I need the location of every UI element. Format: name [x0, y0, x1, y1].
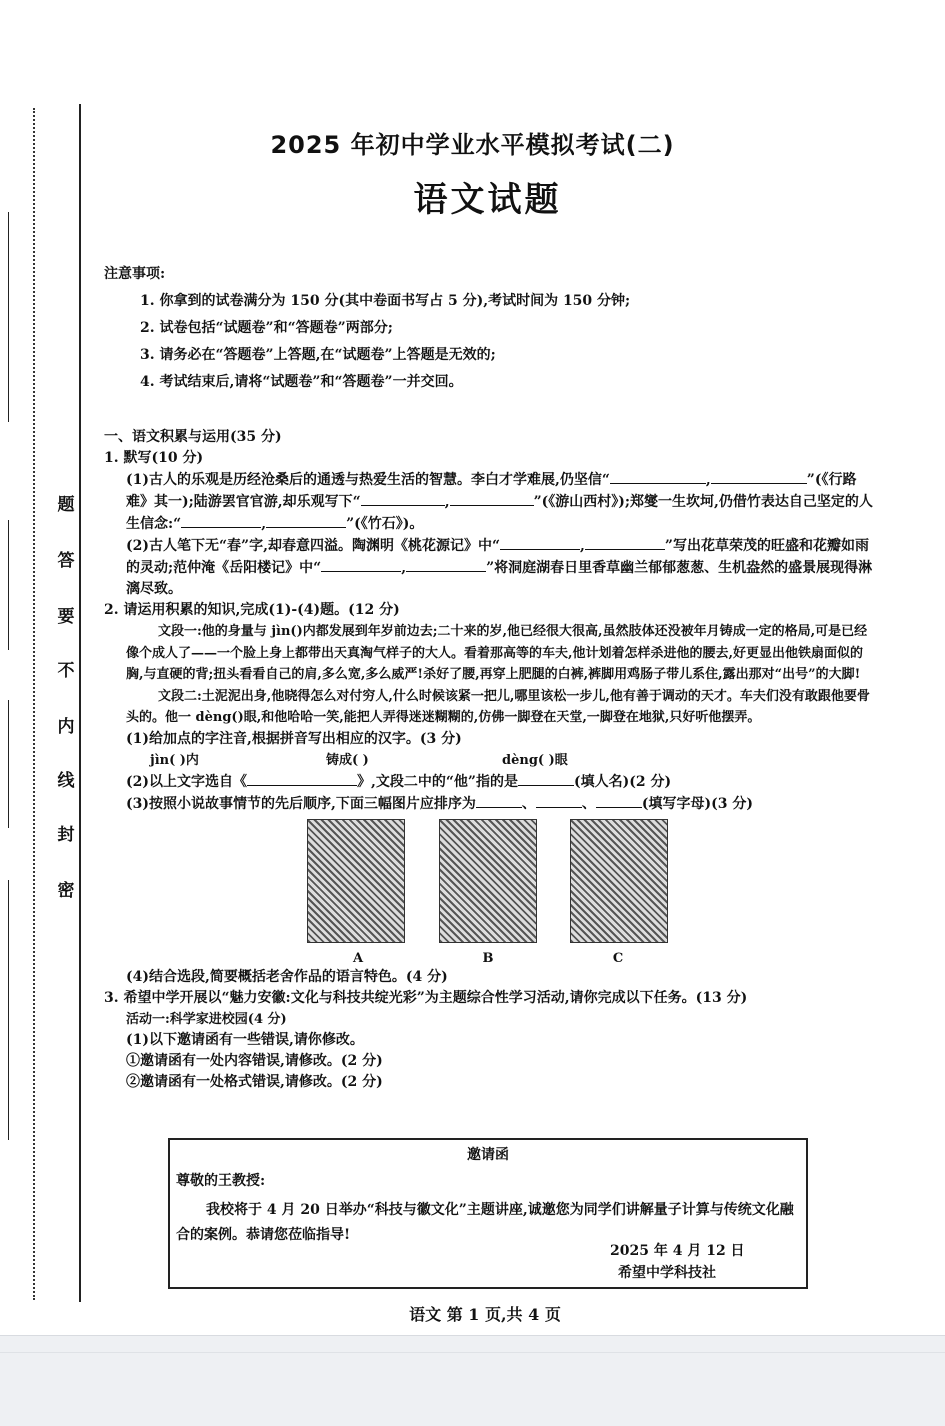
question-2-sub-3: (3)按照小说故事情节的先后顺序,下面三幅图片应排序为 、 、 (填写字母)(3 分): [104, 793, 874, 815]
seal-char: 密: [57, 881, 75, 901]
side-blank-line: [8, 880, 9, 1140]
notice-item: 2. 试卷包括“试题卷”和“答题卷”两部分;: [140, 320, 393, 336]
exam-title: 2025 年初中学业水平模拟考试(二): [270, 131, 675, 159]
question-3-title: 3. 希望中学开展以“魅力安徽:文化与科技共绽光彩”为主题综合性学习活动,请你完成以下任务。(13 分): [104, 989, 748, 1006]
text: (填写字母)(3 分): [641, 795, 753, 812]
question-2-sub-4: (4)结合选段,简要概括老舍作品的语言特色。(4 分): [126, 968, 448, 985]
answer-blank[interactable]: [361, 491, 445, 506]
question-2-sub-1: (1)给加点的字注音,根据拼音写出相应的汉字。(3 分): [126, 730, 462, 747]
text: (2)古人笔下无“春”字,却春意四溢。陶渊明《桃花源记》中“: [126, 538, 501, 554]
passage-1: [104, 621, 874, 686]
answer-blank[interactable]: [247, 771, 357, 786]
answer-blank[interactable]: [500, 535, 580, 550]
answer-blank[interactable]: [610, 469, 706, 484]
story-pictures: [104, 819, 874, 974]
passage-2: [104, 686, 874, 729]
viewer-bottom-area: [0, 1335, 945, 1426]
question-1-part-1: (1)古人的乐观是历经沧桑后的通透与热爱生活的智慧。李白才学难展,仍坚信“ , ”(《行路难》其一);陆游罢官官游,却乐观写下“ , ”(《游山西村》);郑燮一生坎坷,仍借竹表达自己坚定的人生信念:“ , ”(《竹石》)。: [104, 469, 874, 535]
notice-item: 1. 你拿到的试卷满分为 150 分(其中卷面书写占 5 分),考试时间为 150 分钟;: [140, 293, 631, 309]
notice-heading: 注意事项:: [104, 266, 166, 282]
pinyin-row: [104, 750, 874, 771]
section-title: 一、语文积累与运用(35 分): [104, 429, 282, 445]
activity-1: 活动一:科学家进校园(4 分): [126, 1011, 287, 1027]
notice-item: 3. 请务必在“答题卷”上答题,在“试题卷”上答题是无效的;: [140, 347, 496, 363]
seal-char: 封: [57, 825, 75, 845]
picture-a-camel-puller: [307, 819, 405, 943]
invitation-letter: [168, 1138, 808, 1289]
answer-blank[interactable]: [585, 535, 665, 550]
side-blank-line: [8, 212, 9, 422]
answer-blank[interactable]: [518, 771, 574, 786]
letter-signature: 希望中学科技社: [618, 1265, 716, 1281]
page-footer: 语文 第 1 页,共 4 页: [409, 1305, 561, 1324]
text: ”(《游山西村》);郑燮一生坎坷,仍借竹表达自己坚定的人生信念:“: [126, 494, 873, 532]
question-3-error-2: ②邀请函有一处格式错误,请修改。(2 分): [126, 1073, 383, 1090]
picture-label: A: [352, 950, 364, 966]
question-1-part-2: (2)古人笔下无“春”字,却春意四溢。陶渊明《桃花源记》中“ , ”写出花草荣茂的旺盛和花瓣如雨的灵动;范仲淹《岳阳楼记》中“ , ”将洞庭湖春日里香草幽兰郁郁葱葱、生机盎然的盛景展现得淋漓尽致。: [104, 535, 874, 600]
answer-blank[interactable]: [266, 513, 346, 528]
pinyin-item: jìn( )内: [150, 752, 199, 768]
seal-char: 线: [57, 771, 75, 791]
side-blank-line: [8, 700, 9, 828]
exam-content: [104, 264, 874, 1093]
text: 文段二:土泥泥出身,他晓得怎么对付穷人,什么时候该紧一把儿,哪里该松一步儿,他有善于调动的天才。车夫们没有敢跟他要骨头的。他一 dèng(: [126, 688, 870, 725]
text: ”(《竹石》)。: [346, 516, 424, 532]
text: ”写出花草荣茂的旺盛和花瓣如雨的灵动;范仲淹《岳阳楼记》中“: [126, 538, 869, 576]
letter-greeting: 尊敬的王教授:: [176, 1173, 266, 1189]
seal-char: 不: [57, 661, 75, 681]
seal-char: 题: [57, 495, 75, 515]
cut-dotted-line: [33, 108, 35, 1300]
question-3-error-1: ①邀请函有一处内容错误,请修改。(2 分): [126, 1052, 383, 1069]
viewer-divider: [0, 1352, 945, 1353]
text: (1)古人的乐观是历经沧桑后的通透与热爱生活的智慧。李白才学难展,仍坚信“: [126, 472, 610, 488]
picture-label: C: [612, 950, 624, 966]
answer-blank[interactable]: [450, 491, 534, 506]
text: )眼,和他哈哈一笑,能把人弄得迷迷糊糊的,仿佛一脚登在天堂,一脚登在地狱,只好听他摆弄。: [237, 710, 761, 725]
text: (2)以上文字选自《: [126, 773, 247, 790]
answer-blank[interactable]: [321, 557, 401, 572]
question-3-sub-1: (1)以下邀请函有一些错误,请你修改。: [126, 1031, 364, 1048]
answer-blank[interactable]: [181, 513, 261, 528]
answer-blank[interactable]: [711, 469, 807, 484]
picture-label: B: [482, 950, 494, 966]
answer-blank[interactable]: [596, 793, 642, 808]
picture-c-group-scene: [570, 819, 668, 943]
question-2-sub-2: [104, 771, 874, 793]
text: (填人名)(2 分): [573, 773, 672, 790]
letter-title: 邀请函: [467, 1147, 509, 1163]
answer-blank[interactable]: [406, 557, 486, 572]
pinyin-item: dèng( )眼: [502, 752, 568, 768]
answer-blank[interactable]: [476, 793, 522, 808]
text: ”(《行路难》其一);陆游罢官官游,却乐观写下“: [126, 472, 857, 510]
answer-blank[interactable]: [536, 793, 582, 808]
text: 》,文段二中的“他”指的是: [357, 773, 518, 790]
question-2-title: 2. 请运用积累的知识,完成(1)-(4)题。(12 分): [104, 602, 400, 618]
letter-body: 我校将于 4 月 20 日举办“科技与徽文化”主题讲座,诚邀您为同学们讲解量子计算与传统文化融合的案例。恭请您莅临指导!: [176, 1202, 794, 1243]
subject-title: 语文试题: [413, 180, 562, 220]
seal-solid-line: [79, 104, 81, 1302]
letter-date: 2025 年 4 月 12 日: [610, 1243, 745, 1259]
text: (3)按照小说故事情节的先后顺序,下面三幅图片应排序为: [126, 795, 476, 812]
seal-char: 答: [57, 551, 75, 571]
notice-item: 4. 考试结束后,请将“试题卷”和“答题卷”一并交回。: [140, 374, 463, 390]
picture-b-rickshaw-man: [439, 819, 537, 943]
pinyin-item: 铸成( ): [326, 752, 369, 768]
text: ”将洞庭湖春日里香草幽兰郁郁葱葱、生机盎然的盛景展现得淋漓尽致。: [126, 560, 873, 597]
text: )内都发展到年岁前边去;二十来的岁,他已经很大很高,虽然肢体还没被年月铸成一定的格局,可是已经像个成人了——一个脸上身上都带出天真淘气样子的大人。看着那高等的车夫,他计划着怎样杀进他的腰去,好更显出他铁扇面似的胸,与直硬的背;扭头看看自己的肩,多么宽,多么威严!杀好了腰,再穿上肥腿的白裤,裤脚用鸡肠子带儿系住,露出那对“出号”的大脚!: [126, 624, 868, 682]
side-blank-line: [8, 520, 9, 650]
seal-char: 要: [57, 607, 75, 627]
seal-char: 内: [57, 717, 75, 737]
question-1-title: 1. 默写(10 分): [104, 450, 204, 466]
text: 文段一:他的身量与 jìn(: [158, 624, 297, 639]
